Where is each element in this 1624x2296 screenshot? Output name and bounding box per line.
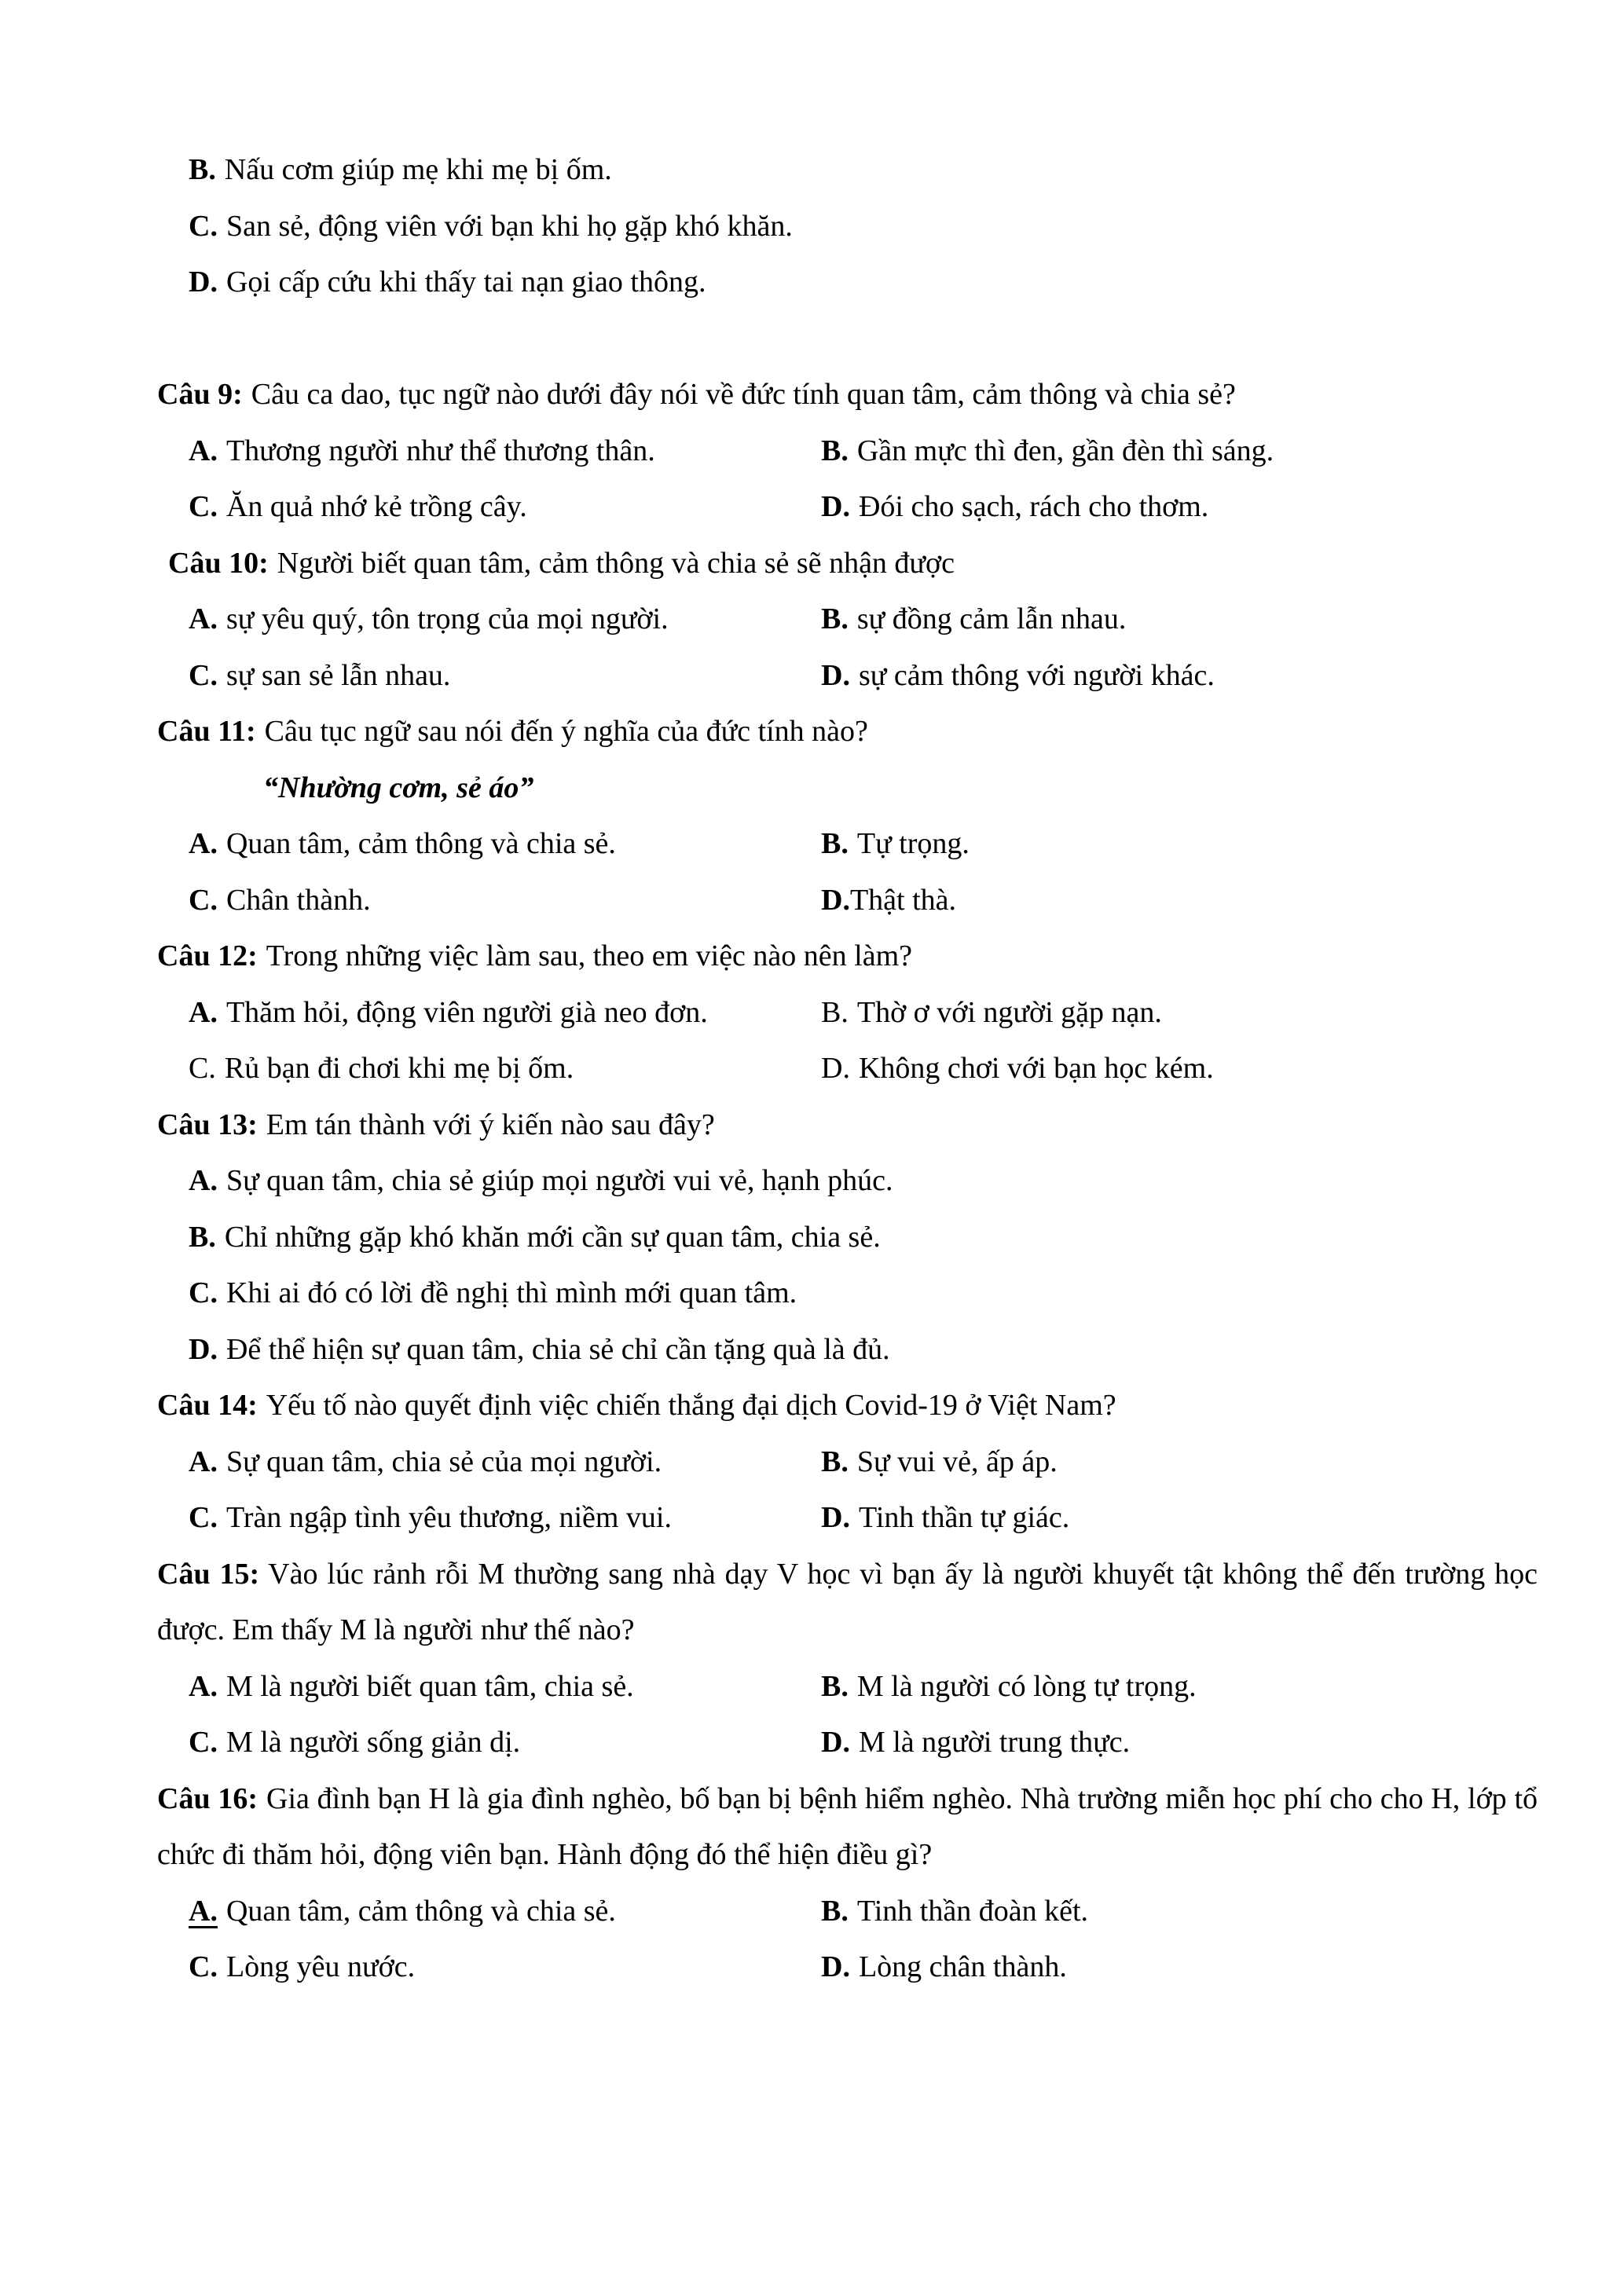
option-letter: B. <box>821 827 849 860</box>
option-row <box>157 816 1538 873</box>
option-text: Tự trọng. <box>856 827 970 860</box>
option-letter: C. <box>189 658 218 692</box>
answer-option <box>189 985 708 1042</box>
option-text: Tràn ngập tình yêu thương, niềm vui. <box>225 1501 672 1534</box>
option-text: Khi ai đó có lời đề nghị thì mình mới quan tâm. <box>225 1276 797 1309</box>
option-text: Quan tâm, cảm thông và chia sẻ. <box>225 827 616 860</box>
option-text: Thương người như thể thương thân. <box>225 434 655 467</box>
option-row <box>157 1490 1538 1547</box>
answer-option <box>821 648 1215 705</box>
option-letter: B. <box>821 602 849 635</box>
option-text: Sự vui vẻ, ấp áp. <box>856 1445 1058 1478</box>
option-text: San sẻ, động viên với bạn khi họ gặp khó khăn. <box>225 209 793 243</box>
question-label: Câu 15: <box>157 1557 260 1591</box>
option-text: Lòng chân thành. <box>858 1950 1067 1983</box>
option-text: Đói cho sạch, rách cho thơm. <box>858 490 1209 523</box>
option-letter: C. <box>189 490 218 523</box>
option-row <box>157 1041 1538 1097</box>
option-text: Quan tâm, cảm thông và chia sẻ. <box>225 1894 616 1928</box>
option-letter: B. <box>821 1894 849 1928</box>
option-text: Không chơi với bạn học kém. <box>858 1052 1214 1085</box>
option-letter: D. <box>821 883 850 917</box>
answer-option <box>189 423 655 480</box>
answer-option <box>189 1659 634 1716</box>
option-text: sự đồng cảm lẫn nhau. <box>856 602 1127 635</box>
question-text: Yếu tố nào quyết định việc chiến thắng đại dịch Covid-19 ở Việt Nam? <box>266 1389 1116 1422</box>
option-row <box>157 873 1538 929</box>
option-text: M là người biết quan tâm, chia sẻ. <box>225 1669 634 1703</box>
orphan-option-row <box>157 199 1538 255</box>
option-text: Rủ bạn đi chơi khi mẹ bị ốm. <box>224 1052 574 1085</box>
option-row <box>157 1153 1538 1210</box>
question-text: Người biết quan tâm, cảm thông và chia sẻ sẽ nhận được <box>277 546 955 580</box>
option-row <box>157 648 1538 705</box>
option-text: Chỉ những gặp khó khăn mới cần sự quan tâm, chia sẻ. <box>224 1220 881 1254</box>
option-row <box>157 479 1538 536</box>
question-heading <box>157 1547 1538 1659</box>
option-row <box>157 1210 1538 1266</box>
option-letter: B. <box>821 995 849 1029</box>
question-heading <box>157 536 1538 592</box>
answer-option <box>189 1265 797 1322</box>
option-letter: A. <box>189 995 218 1029</box>
option-row <box>157 1715 1538 1771</box>
quote-text: “Nhường cơm, sẻ áo” <box>263 771 534 804</box>
option-text: M là người sống giản dị. <box>225 1726 521 1759</box>
option-text: sự cảm thông với người khác. <box>858 658 1215 692</box>
option-text: M là người trung thực. <box>858 1726 1131 1759</box>
question-text: Gia đình bạn H là gia đình nghèo, bố bạn bị bệnh hiểm nghèo. Nhà trường miễn học phí cho cho H, lớp tổ chức đi thăm hỏi, động viên bạn. Hành động đó thể hiện điều gì? <box>157 1782 1538 1871</box>
option-row <box>157 1939 1538 1996</box>
option-text: Tinh thần tự giác. <box>858 1501 1070 1534</box>
option-text: sự san sẻ lẫn nhau. <box>225 658 451 692</box>
answer-option <box>821 479 1208 536</box>
answer-option <box>821 873 956 929</box>
option-text: Thăm hỏi, động viên người già neo đơn. <box>225 995 708 1029</box>
answer-option <box>189 816 616 873</box>
answer-option <box>821 985 1162 1042</box>
question-label: Câu 11: <box>157 715 256 748</box>
option-letter: B. <box>821 1669 849 1703</box>
option-letter: A. <box>189 1894 218 1928</box>
question-label: Câu 9: <box>157 378 243 411</box>
answer-option <box>821 1715 1130 1771</box>
option-letter: A. <box>189 1669 218 1703</box>
option-letter: C. <box>189 1052 216 1085</box>
question-text: Vào lúc rảnh rỗi M thường sang nhà dạy V học vì bạn ấy là người khuyết tật không thể đến trường học được. Em thấy M là người như thế nào? <box>157 1557 1538 1646</box>
option-text: Lòng yêu nước. <box>225 1950 416 1983</box>
option-letter: D. <box>189 1332 218 1366</box>
option-letter: C. <box>189 1276 218 1309</box>
option-letter: D. <box>821 1052 850 1085</box>
answer-option <box>189 1434 662 1491</box>
question-text: Trong những việc làm sau, theo em việc nào nên làm? <box>266 939 913 972</box>
option-letter: A. <box>189 1445 218 1478</box>
option-letter: B. <box>189 1220 216 1254</box>
answer-option <box>189 255 706 311</box>
answer-option <box>189 142 612 199</box>
question-heading <box>157 1097 1538 1154</box>
question-label: Câu 13: <box>157 1108 258 1141</box>
option-letter: C. <box>189 1501 218 1534</box>
option-letter: C. <box>189 883 218 917</box>
answer-option <box>189 1490 672 1547</box>
option-text: Gần mực thì đen, gần đèn thì sáng. <box>856 434 1274 467</box>
option-row <box>157 591 1538 648</box>
question-label: Câu 10: <box>168 546 269 580</box>
option-letter: D. <box>821 1950 850 1983</box>
answer-option <box>189 591 669 648</box>
answer-option <box>189 1322 890 1379</box>
question-heading <box>157 367 1538 423</box>
option-row <box>157 985 1538 1042</box>
answer-option <box>821 1434 1058 1491</box>
answer-option <box>821 1490 1069 1547</box>
question-heading <box>157 1771 1538 1884</box>
option-text: Thờ ơ với người gặp nạn. <box>856 995 1162 1029</box>
question-text: Em tán thành với ý kiến nào sau đây? <box>266 1108 715 1141</box>
answer-option <box>189 873 371 929</box>
answer-option <box>189 648 450 705</box>
orphan-option-row <box>157 255 1538 311</box>
option-text: Tinh thần đoàn kết. <box>856 1894 1089 1928</box>
answer-option <box>821 1939 1067 1996</box>
answer-option <box>189 199 793 255</box>
option-text: Ăn quả nhớ kẻ trồng cây. <box>225 490 527 523</box>
question-quote-line <box>157 760 1538 817</box>
question-label: Câu 12: <box>157 939 258 972</box>
answer-option <box>189 1939 415 1996</box>
question-heading <box>157 928 1538 985</box>
option-row <box>157 1434 1538 1491</box>
answer-option <box>189 479 527 536</box>
option-letter: D. <box>821 1726 850 1759</box>
question-heading <box>157 704 1538 760</box>
question-label: Câu 16: <box>157 1782 258 1815</box>
option-text: Thật thà. <box>849 883 957 917</box>
question-label: Câu 14: <box>157 1389 258 1422</box>
option-letter: C. <box>189 1950 218 1983</box>
answer-option <box>189 1041 574 1097</box>
option-letter: A. <box>189 827 218 860</box>
option-letter: B. <box>821 1445 849 1478</box>
option-letter: D. <box>821 490 850 523</box>
option-letter: D. <box>821 658 850 692</box>
answer-option <box>821 816 970 873</box>
option-text: Nấu cơm giúp mẹ khi mẹ bị ốm. <box>224 153 612 186</box>
option-text: Sự quan tâm, chia sẻ của mọi người. <box>225 1445 662 1478</box>
blank-line <box>157 311 1538 368</box>
option-text: Sự quan tâm, chia sẻ giúp mọi người vui vẻ, hạnh phúc. <box>225 1164 893 1197</box>
answer-option <box>821 1884 1088 1940</box>
option-text: Gọi cấp cứu khi thấy tai nạn giao thông. <box>225 265 706 298</box>
question-heading <box>157 1378 1538 1434</box>
answer-option <box>189 1884 616 1940</box>
answer-option <box>821 591 1126 648</box>
answer-option <box>821 1659 1197 1716</box>
option-row <box>157 1322 1538 1379</box>
option-row <box>157 1659 1538 1716</box>
option-letter: B. <box>821 434 849 467</box>
question-text: Câu tục ngữ sau nói đến ý nghĩa của đức tính nào? <box>264 715 868 748</box>
answer-option <box>821 1041 1214 1097</box>
option-letter: B. <box>189 153 216 186</box>
option-row <box>157 1884 1538 1940</box>
option-row <box>157 423 1538 480</box>
option-letter: D. <box>189 265 218 298</box>
option-text: Để thể hiện sự quan tâm, chia sẻ chỉ cần tặng quà là đủ. <box>225 1332 890 1366</box>
option-letter: C. <box>189 209 218 243</box>
answer-option <box>189 1153 893 1210</box>
answer-option <box>821 423 1274 480</box>
option-letter: A. <box>189 434 218 467</box>
option-letter: A. <box>189 602 218 635</box>
option-row <box>157 1265 1538 1322</box>
answer-option <box>189 1210 881 1266</box>
answer-option <box>189 1715 520 1771</box>
option-text: sự yêu quý, tôn trọng của mọi người. <box>225 602 669 635</box>
option-letter: D. <box>821 1501 850 1534</box>
question-text: Câu ca dao, tục ngữ nào dưới đây nói về đức tính quan tâm, cảm thông và chia sẻ? <box>251 378 1236 411</box>
option-letter: C. <box>189 1726 218 1759</box>
orphan-option-row <box>157 142 1538 199</box>
option-letter: A. <box>189 1164 218 1197</box>
option-text: M là người có lòng tự trọng. <box>856 1669 1197 1703</box>
option-text: Chân thành. <box>225 883 371 917</box>
